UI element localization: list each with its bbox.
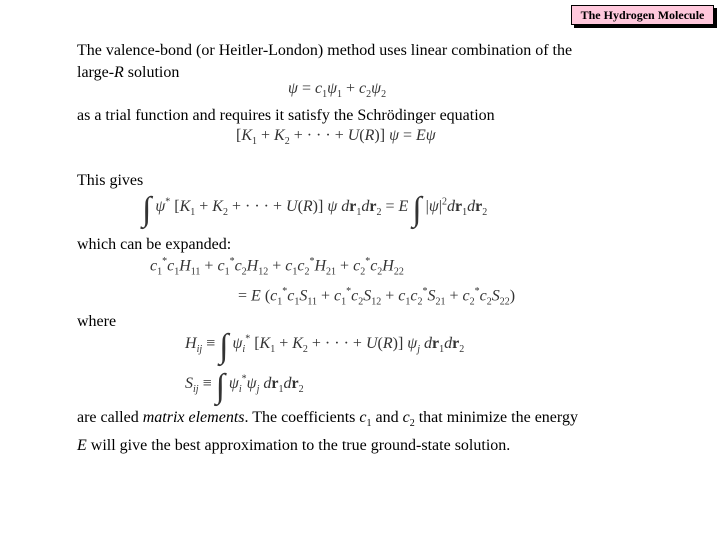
expanded-equation-line2: = E $(c_1^*c_1S_{11} + c_1^*c_2S_{12} + c_1c_2^*S_{21} + c_2^*c_2S_{22})$ <box>238 286 516 308</box>
trial-wavefunction-equation: $\psi = c_1\psi_1 + c_2\psi_2$ <box>288 80 387 101</box>
intro-line2-R: R <box>114 64 124 81</box>
c2-subscript: 2 <box>409 418 415 430</box>
c1-symbol: c <box>359 409 367 426</box>
integral-equation: ∫ ψ* [$K_1 + K_2$ + · · · + U(R)] ψ $dr_1dr_2 = E$ ∫ $|\psi|^2dr_1dr_2$ <box>142 191 488 228</box>
intro-paragraph <box>77 40 572 84</box>
conclusion-and: and <box>371 409 403 426</box>
conclusion-c: that minimize the energy <box>414 409 578 426</box>
where-text: where <box>77 313 117 330</box>
c1-subscript: 1 <box>366 418 372 430</box>
overlap-matrix-element: $S_{ij}$ ≡ ∫ $\psi_i^*\psi_j$ $dr_1dr_2$ <box>185 368 304 405</box>
expanded-equation-line1: $c_1^*c_1H_{11} + c_1^*c_2H_{12} + c_1c_2^*H_{21} + c_2^*c_2H_{22}$ <box>150 256 404 278</box>
conclusion-b: . The coefficients <box>244 409 360 426</box>
intro-line2-prefix: large- <box>77 64 115 81</box>
this-gives-text: This gives <box>77 172 144 189</box>
matrix-elements-term: matrix elements <box>142 409 245 426</box>
conclusion-paragraph <box>77 407 578 457</box>
intro-line2-suffix: solution <box>123 64 180 81</box>
expanded-text: which can be expanded: <box>77 236 232 253</box>
schrodinger-equation: [$K_1 + K_2$ + · · · + U(R)] ψ = Eψ <box>236 127 436 148</box>
c2-symbol: c <box>402 409 410 426</box>
energy-symbol: E <box>77 437 87 455</box>
trial-function-text: as a trial function and requires it satisfy the Schrödinger equation <box>77 107 495 124</box>
conclusion-a: are called <box>77 409 143 426</box>
hamiltonian-matrix-element: $H_{ij}$ ≡ ∫ $\psi_i^*$ [$K_1 + K_2$ + · · · + U(R)] $\psi_j$ $dr_1dr_2$ <box>185 328 465 365</box>
intro-line1: The valence-bond (or Heitler-London) method uses linear combination of the <box>77 42 573 59</box>
slide-title: The Hydrogen Molecule <box>571 5 714 25</box>
conclusion-line2: will give the best approximation to the true ground-state solution. <box>86 437 511 455</box>
